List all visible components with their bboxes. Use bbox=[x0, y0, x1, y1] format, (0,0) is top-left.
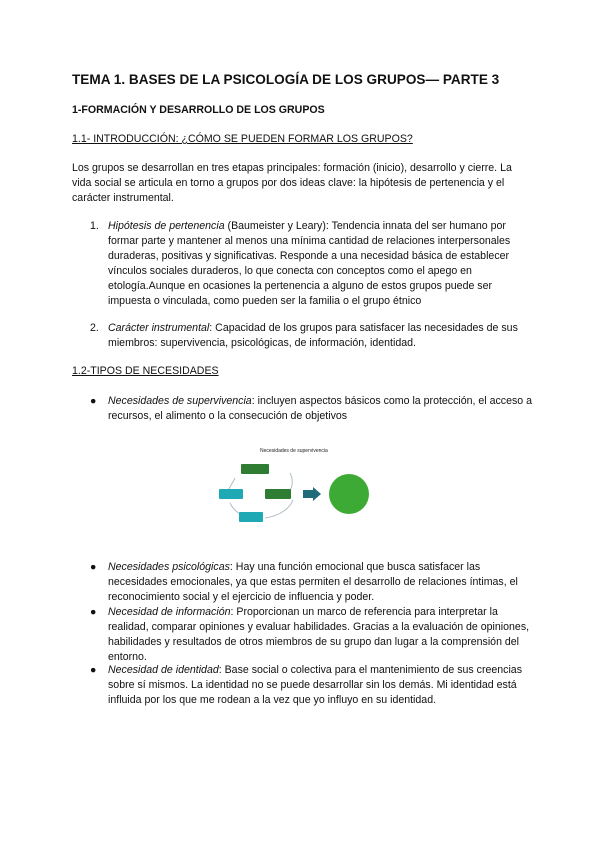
list-item bbox=[90, 394, 530, 424]
diagram-graphic bbox=[205, 438, 405, 548]
diagram-circle bbox=[329, 474, 369, 514]
diagram-node bbox=[265, 489, 291, 499]
item-text: : Proporcionan un marco de referencia para interpretar la realidad, comparar opiniones y evaluar habilidades. Gracias a la evaluación de opiniones, habilidades y resultados de otros miembros de su grupo dan lugar a la comprensión del entorno. bbox=[108, 606, 530, 663]
list-item bbox=[90, 321, 530, 351]
term: Carácter instrumental bbox=[108, 322, 210, 334]
list-item bbox=[90, 663, 530, 723]
term: Necesidad de información bbox=[108, 606, 231, 618]
item-text: : Base social o colectiva para el mantenimiento de sus creencias sobre sí mismos. La identidad no se puede desarrollar sin los demás. Mi identidad está influida por los que me rodean a la vez que yo influyo en su identidad. bbox=[108, 664, 522, 706]
item-text: : incluyen aspectos básicos como la protección, el acceso a recursos, el alimento o la consecución de objetivos bbox=[108, 395, 532, 422]
subsection-heading-tipos: 1.2-TIPOS DE NECESIDADES bbox=[72, 365, 219, 377]
item-text: : Capacidad de los grupos para satisfacer las necesidades de sus miembros: supervivencia, psicológicas, de información, identidad. bbox=[108, 322, 518, 349]
section-heading: 1-FORMACIÓN Y DESARROLLO DE LOS GRUPOS bbox=[72, 104, 325, 116]
term: Necesidades psicológicas bbox=[108, 561, 230, 573]
intro-paragraph: Los grupos se desarrollan en tres etapas principales: formación (inicio), desarrollo y cierre. La vida social se articula en torno a grupos por dos ideas clave: la hipótesis de pertenencia y el carácter instrumental. bbox=[72, 162, 512, 204]
arrow-icon bbox=[303, 487, 321, 501]
list-item bbox=[90, 605, 530, 665]
diagram-node bbox=[241, 464, 269, 474]
subsection-heading-intro: 1.1- INTRODUCCIÓN: ¿CÓMO SE PUEDEN FORMAR LOS GRUPOS? bbox=[72, 133, 413, 145]
diagram-node bbox=[239, 512, 263, 522]
bullet-icon: ● bbox=[90, 561, 97, 573]
list-number: 1. bbox=[90, 220, 99, 232]
document-title: TEMA 1. BASES DE LA PSICOLOGÍA DE LOS GRUPOS— PARTE 3 bbox=[72, 72, 500, 87]
needs-diagram bbox=[205, 438, 405, 548]
term: Necesidades de supervivencia bbox=[108, 395, 252, 407]
term: Necesidad de identidad bbox=[108, 664, 219, 676]
diagram-node bbox=[219, 489, 243, 499]
bullet-icon: ● bbox=[90, 664, 97, 676]
bullet-icon: ● bbox=[90, 395, 97, 407]
diagram-caption: Necesidades de supervivencia bbox=[260, 448, 328, 454]
list-item bbox=[90, 219, 530, 309]
term: Hipótesis de pertenencia bbox=[108, 220, 225, 232]
item-text: (Baumeister y Leary): Tendencia innata del ser humano por formar parte y mantener al menos una mínima cantidad de relaciones interpersonales duraderas, positivas y significativas. Responde a una necesidad básica de establecer vínculos sociales duraderos, lo que conecta con conceptos como el apego en etología.Aunque en ocasiones la pertenencia a alguno de estos grupos puede ser impuesta o vinculada, como pueden ser la familia o el grupo étnico bbox=[108, 220, 511, 307]
list-number: 2. bbox=[90, 322, 99, 334]
list-item bbox=[90, 560, 530, 605]
item-text: : Hay una función emocional que busca satisfacer las necesidades emocionales, ya que estas permiten el desarrollo de relaciones íntimas, el reconocimiento social y el ejercicio de influencia y poder. bbox=[108, 561, 518, 603]
bullet-icon: ● bbox=[90, 606, 97, 618]
